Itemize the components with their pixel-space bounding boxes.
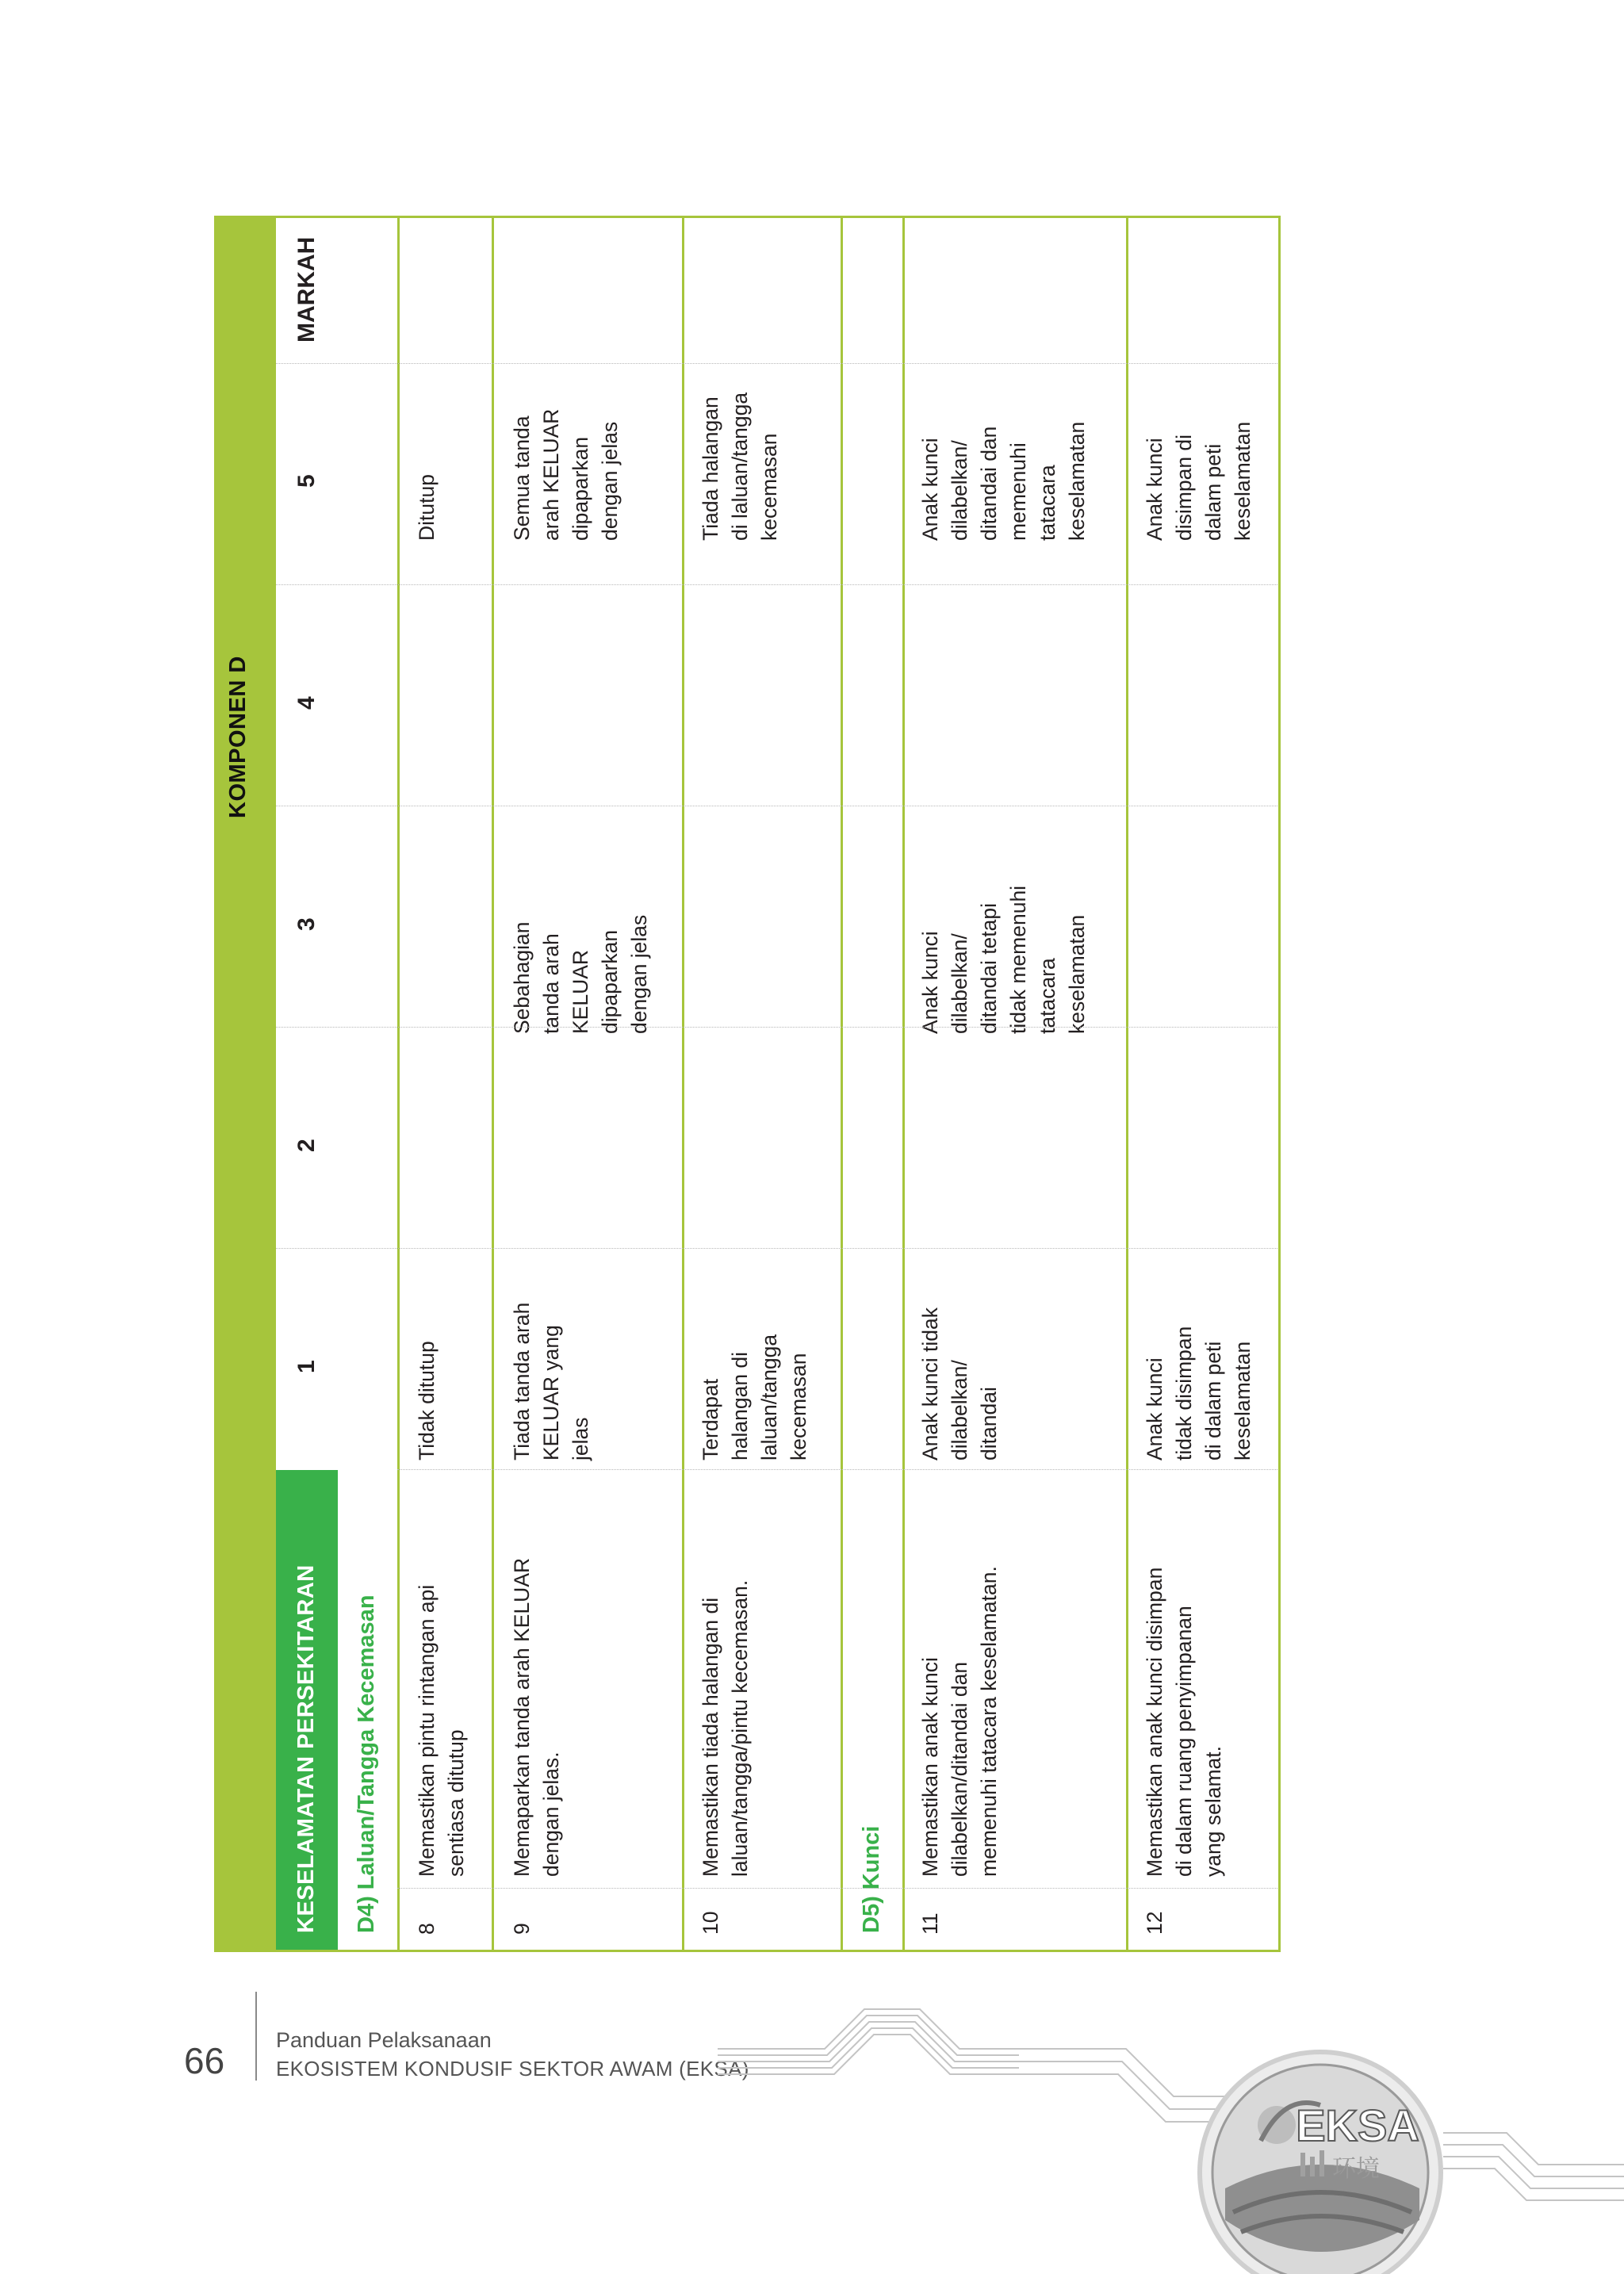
row-divider xyxy=(492,216,494,1952)
item-line: laluan/tangga/pintu kecemasan. xyxy=(728,1579,752,1877)
score-5-text xyxy=(508,409,625,541)
item-line: di dalam ruang penyimpanan xyxy=(1172,1606,1196,1877)
row-number: 9 xyxy=(510,1923,534,1935)
score-1-text xyxy=(916,1307,1004,1460)
item-line: dengan jelas. xyxy=(539,1751,563,1877)
row-item xyxy=(696,1580,755,1877)
section-title: D4) Laluan/Tangga Kecemasan xyxy=(354,1594,379,1933)
score-line: jelas xyxy=(569,1417,592,1460)
score-5-text xyxy=(412,474,442,541)
score-line: dipaparkan xyxy=(569,436,592,541)
score-line: disimpan di xyxy=(1172,434,1196,541)
score-line: tanda arah xyxy=(539,933,563,1034)
row-item xyxy=(412,1585,471,1877)
komponen-d-table xyxy=(214,216,1281,1952)
score-3-text xyxy=(916,886,1092,1034)
score-line: Anak kunci xyxy=(1143,438,1166,541)
score-line: keselamatan xyxy=(1065,421,1089,541)
category-header: KESELAMATAN PERSEKITARAN xyxy=(293,1564,319,1933)
score-1-text xyxy=(508,1303,596,1460)
column-divider xyxy=(397,1888,1281,1889)
score-line: tidak disimpan xyxy=(1172,1326,1196,1460)
row-item xyxy=(1140,1568,1228,1877)
section-title-row xyxy=(843,216,902,1952)
score-5-text xyxy=(916,422,1092,541)
footer-guide-title: Panduan Pelaksanaan xyxy=(276,2028,492,2052)
column-divider xyxy=(276,1248,1281,1249)
score-line: Semua tanda xyxy=(510,415,534,541)
score-line: dilabelkan/ xyxy=(948,1360,971,1460)
column-divider xyxy=(276,363,1281,364)
score-line: halangan di xyxy=(728,1351,752,1460)
footer-decoration xyxy=(0,1958,1624,2274)
score-5-text xyxy=(1140,422,1258,541)
eksa-logo-subtext: 环境 xyxy=(1332,2155,1380,2183)
eksa-logo-text: EKSA xyxy=(1296,2100,1419,2150)
score-header-1: 1 xyxy=(293,1360,320,1373)
component-title: KOMPONEN D xyxy=(225,656,251,818)
score-3-text xyxy=(508,915,654,1034)
score-header-3: 3 xyxy=(293,917,320,931)
score-line: dipaparkan xyxy=(598,929,622,1034)
score-1-text xyxy=(696,1334,814,1460)
row-item xyxy=(508,1558,566,1877)
score-line: Anak kunci xyxy=(918,931,942,1034)
eksa-logo xyxy=(1200,2052,1441,2274)
item-line: Memastikan pintu rintangan api xyxy=(415,1584,439,1877)
score-line: dengan jelas xyxy=(627,914,651,1034)
score-line: ditandai dan xyxy=(977,426,1001,541)
score-line: di laluan/tangga xyxy=(728,392,752,541)
item-line: memenuhi tatacara keselamatan. xyxy=(977,1566,1001,1877)
score-line: KELUAR yang xyxy=(539,1325,563,1460)
score-line: dalam peti xyxy=(1201,443,1225,541)
row-divider xyxy=(397,216,400,1952)
column-divider xyxy=(276,1027,1281,1028)
section-title-row xyxy=(338,216,397,1952)
score-line: laluan/tangga xyxy=(757,1334,781,1460)
score-line: Tidak ditutup xyxy=(415,1341,439,1460)
item-line: dilabelkan/ditandai dan xyxy=(948,1661,971,1877)
score-line: kecemasan xyxy=(787,1353,810,1460)
score-1-text xyxy=(412,1341,442,1460)
score-header-4: 4 xyxy=(293,696,320,710)
score-line: Anak kunci xyxy=(918,438,942,541)
item-line: yang selamat. xyxy=(1201,1746,1225,1877)
footer-program-title: EKOSISTEM KONDUSIF SEKTOR AWAM (EKSA) xyxy=(276,2057,749,2081)
row-number: 10 xyxy=(699,1911,722,1935)
row-number: 11 xyxy=(918,1912,942,1935)
column-divider xyxy=(276,584,1281,585)
score-line: Anak kunci tidak xyxy=(918,1307,942,1460)
item-line: Memastikan anak kunci disimpan xyxy=(1143,1567,1166,1877)
score-line: Sebahagian xyxy=(510,921,534,1034)
score-line: Tiada halangan xyxy=(699,396,722,541)
score-line: arah KELUAR xyxy=(539,408,563,541)
score-header-2: 2 xyxy=(293,1139,320,1152)
score-line: dengan jelas xyxy=(598,421,622,541)
score-line: tatacara xyxy=(1036,465,1059,541)
row-divider xyxy=(902,216,905,1952)
component-header xyxy=(214,216,276,1952)
score-line: keselamatan xyxy=(1065,914,1089,1034)
rotated-table-container xyxy=(214,216,1281,1952)
score-line: Terdapat xyxy=(699,1378,722,1460)
score-line: ditandai xyxy=(977,1387,1001,1460)
score-line: ditandai tetapi xyxy=(977,902,1001,1034)
item-line: Memaparkan tanda arah KELUAR xyxy=(510,1557,534,1877)
row-divider xyxy=(1126,216,1128,1952)
score-line: Anak kunci xyxy=(1143,1357,1166,1460)
column-divider xyxy=(397,1469,1281,1470)
row-number: 12 xyxy=(1143,1911,1166,1935)
item-line: sentiasa ditutup xyxy=(444,1729,468,1877)
score-header-5: 5 xyxy=(293,474,320,488)
category-header-cell xyxy=(276,1470,338,1952)
page-number: 66 xyxy=(184,2040,225,2081)
score-line: memenuhi xyxy=(1006,442,1030,541)
score-line: kecemasan xyxy=(757,433,781,541)
section-title: D5) Kunci xyxy=(859,1825,884,1933)
score-line: tatacara xyxy=(1036,958,1059,1034)
row-divider xyxy=(682,216,684,1952)
score-line: tidak memenuhi xyxy=(1006,885,1030,1034)
score-line: KELUAR xyxy=(569,949,592,1034)
score-line: keselamatan xyxy=(1231,1341,1254,1460)
score-line: dilabelkan/ xyxy=(948,440,971,541)
row-item xyxy=(916,1566,1004,1877)
score-line: Ditutup xyxy=(415,474,439,541)
column-header-row xyxy=(276,216,338,1952)
item-line: Memastikan tiada halangan di xyxy=(699,1597,722,1877)
score-line: di dalam peti xyxy=(1201,1341,1225,1460)
markah-header: MARKAH xyxy=(293,236,320,343)
circuit-lines xyxy=(718,2009,1624,2200)
score-line: dilabelkan/ xyxy=(948,933,971,1034)
score-line: keselamatan xyxy=(1231,421,1254,541)
score-5-text xyxy=(696,392,784,541)
score-1-text xyxy=(1140,1326,1258,1460)
score-line: Tiada tanda arah xyxy=(510,1302,534,1460)
item-line: Memastikan anak kunci xyxy=(918,1657,942,1877)
row-number: 8 xyxy=(415,1923,439,1935)
